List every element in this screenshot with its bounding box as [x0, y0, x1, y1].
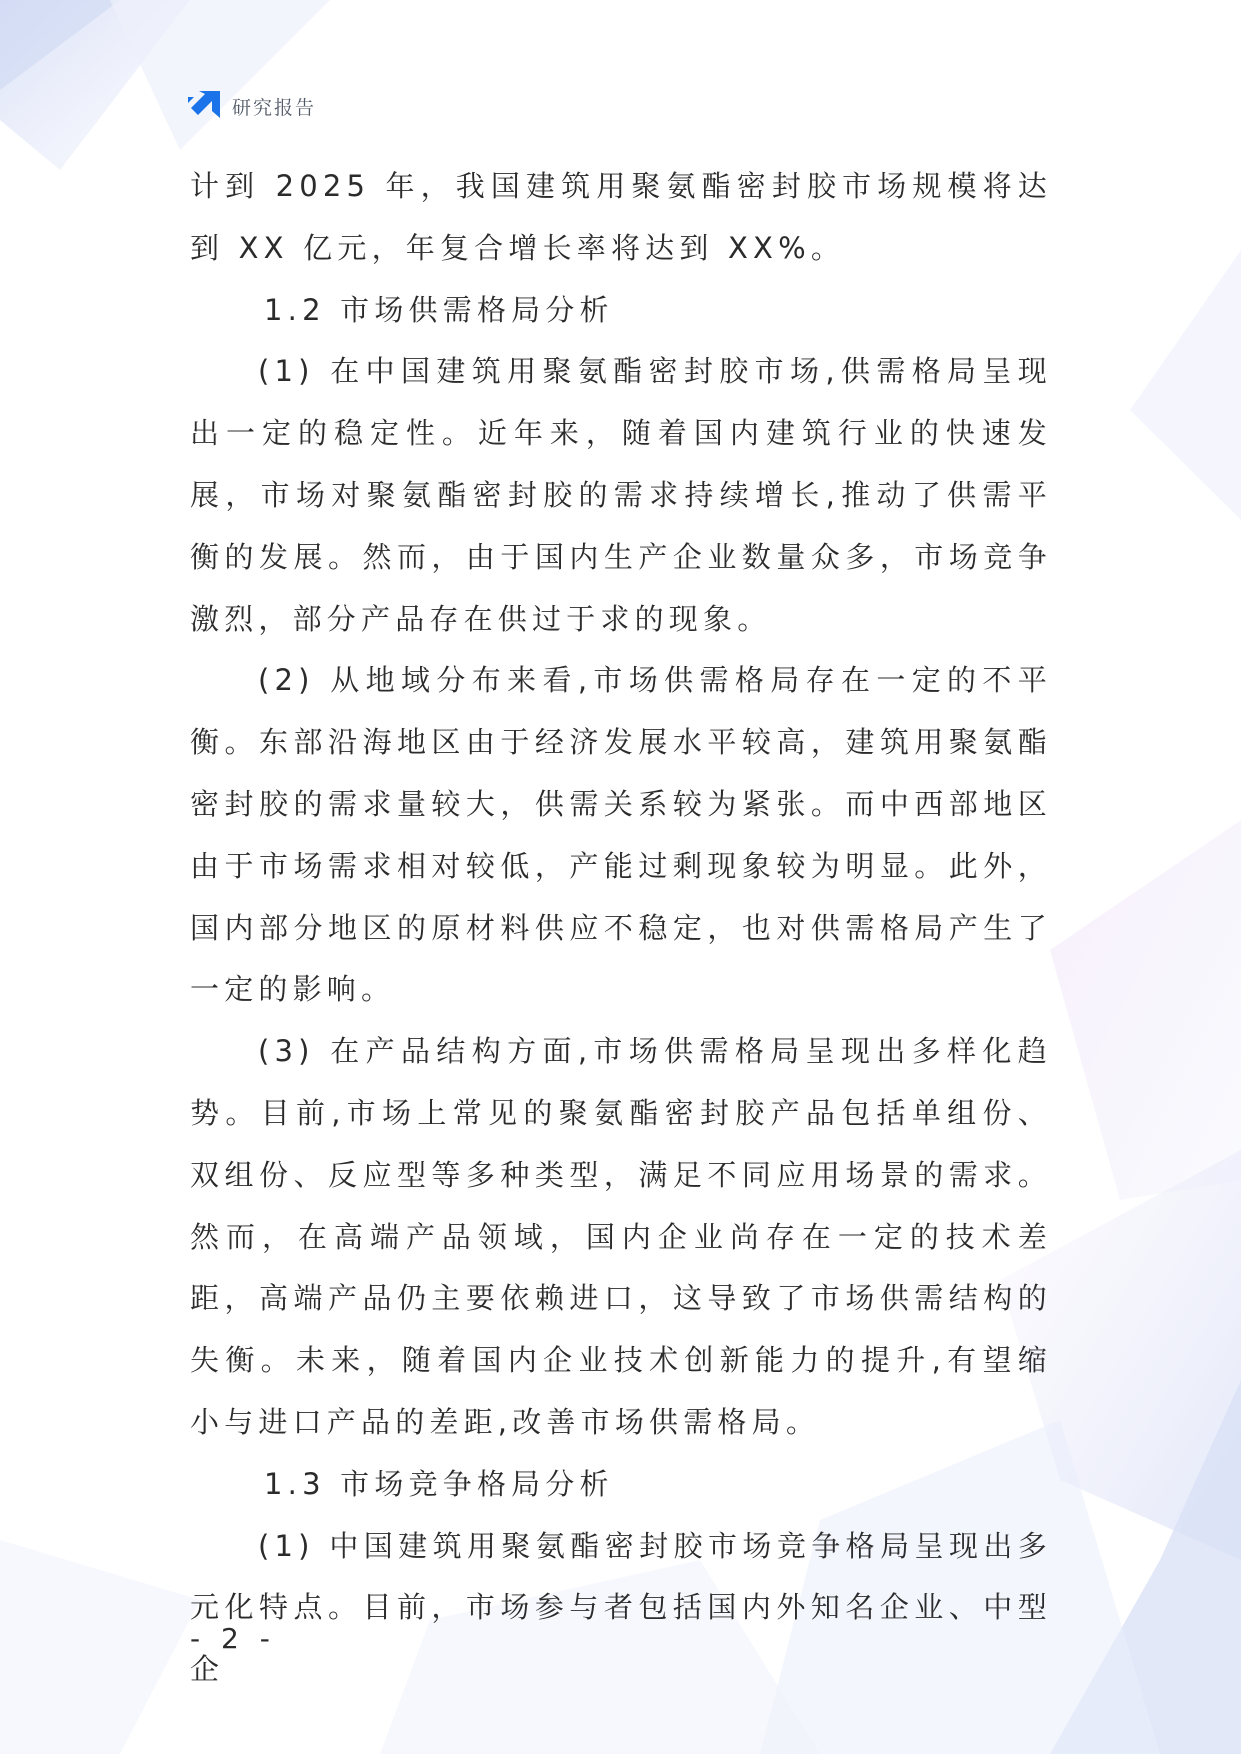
page-header: [187, 88, 316, 124]
document-body: [190, 156, 1052, 1701]
paragraph-1-3-1: (1) 中国建筑用聚氨酯密封胶市场竞争格局呈现出多元化特点。目前，市场参与者包括国内外知名企业、中型企: [190, 1528, 1052, 1687]
section-heading-1-2: 1.2 市场供需格局分析: [264, 292, 614, 327]
paragraph-1-2-1: (1) 在中国建筑用聚氨酯密封胶市场,供需格局呈现出一定的稳定性。近年来，随着国内建筑行业的快速发展，市场对聚氨酯密封胶的需求持续增长,推动了供需平衡的发展。然而，由于国内生产企业数量众多，市场竞争激烈，部分产品存在供过于求的现象。: [190, 354, 1052, 636]
header-label: 研究报告: [232, 96, 317, 119]
paragraph-intro: 计到 2025 年，我国建筑用聚氨酯密封胶市场规模将达到 XX 亿元，年复合增长率将达到 XX%。: [190, 169, 1052, 265]
arrow-up-right-icon: [187, 90, 221, 122]
paragraph-1-2-3: (3) 在产品结构方面,市场供需格局呈现出多样化趋势。目前,市场上常见的聚氨酯密封胶产品包括单组份、双组份、反应型等多种类型，满足不同应用场景的需求。然而，在高端产品领域，国内企业尚存在一定的技术差距，高端产品仍主要依赖进口，这导致了市场供需结构的失衡。未来，随着国内企业技术创新能力的提升,有望缩小与进口产品的差距,改善市场供需格局。: [190, 1034, 1052, 1439]
paragraph-1-2-2: (2) 从地域分布来看,市场供需格局存在一定的不平衡。东部沿海地区由于经济发展水平较高，建筑用聚氨酯密封胶的需求量较大，供需关系较为紧张。而中西部地区由于市场需求相对较低，产能过剩现象较为明显。此外，国内部分地区的原材料供应不稳定，也对供需格局产生了一定的影响。: [190, 663, 1052, 1007]
section-heading-1-3: 1.3 市场竞争格局分析: [264, 1466, 614, 1501]
page-number: - 2 -: [190, 1622, 276, 1655]
